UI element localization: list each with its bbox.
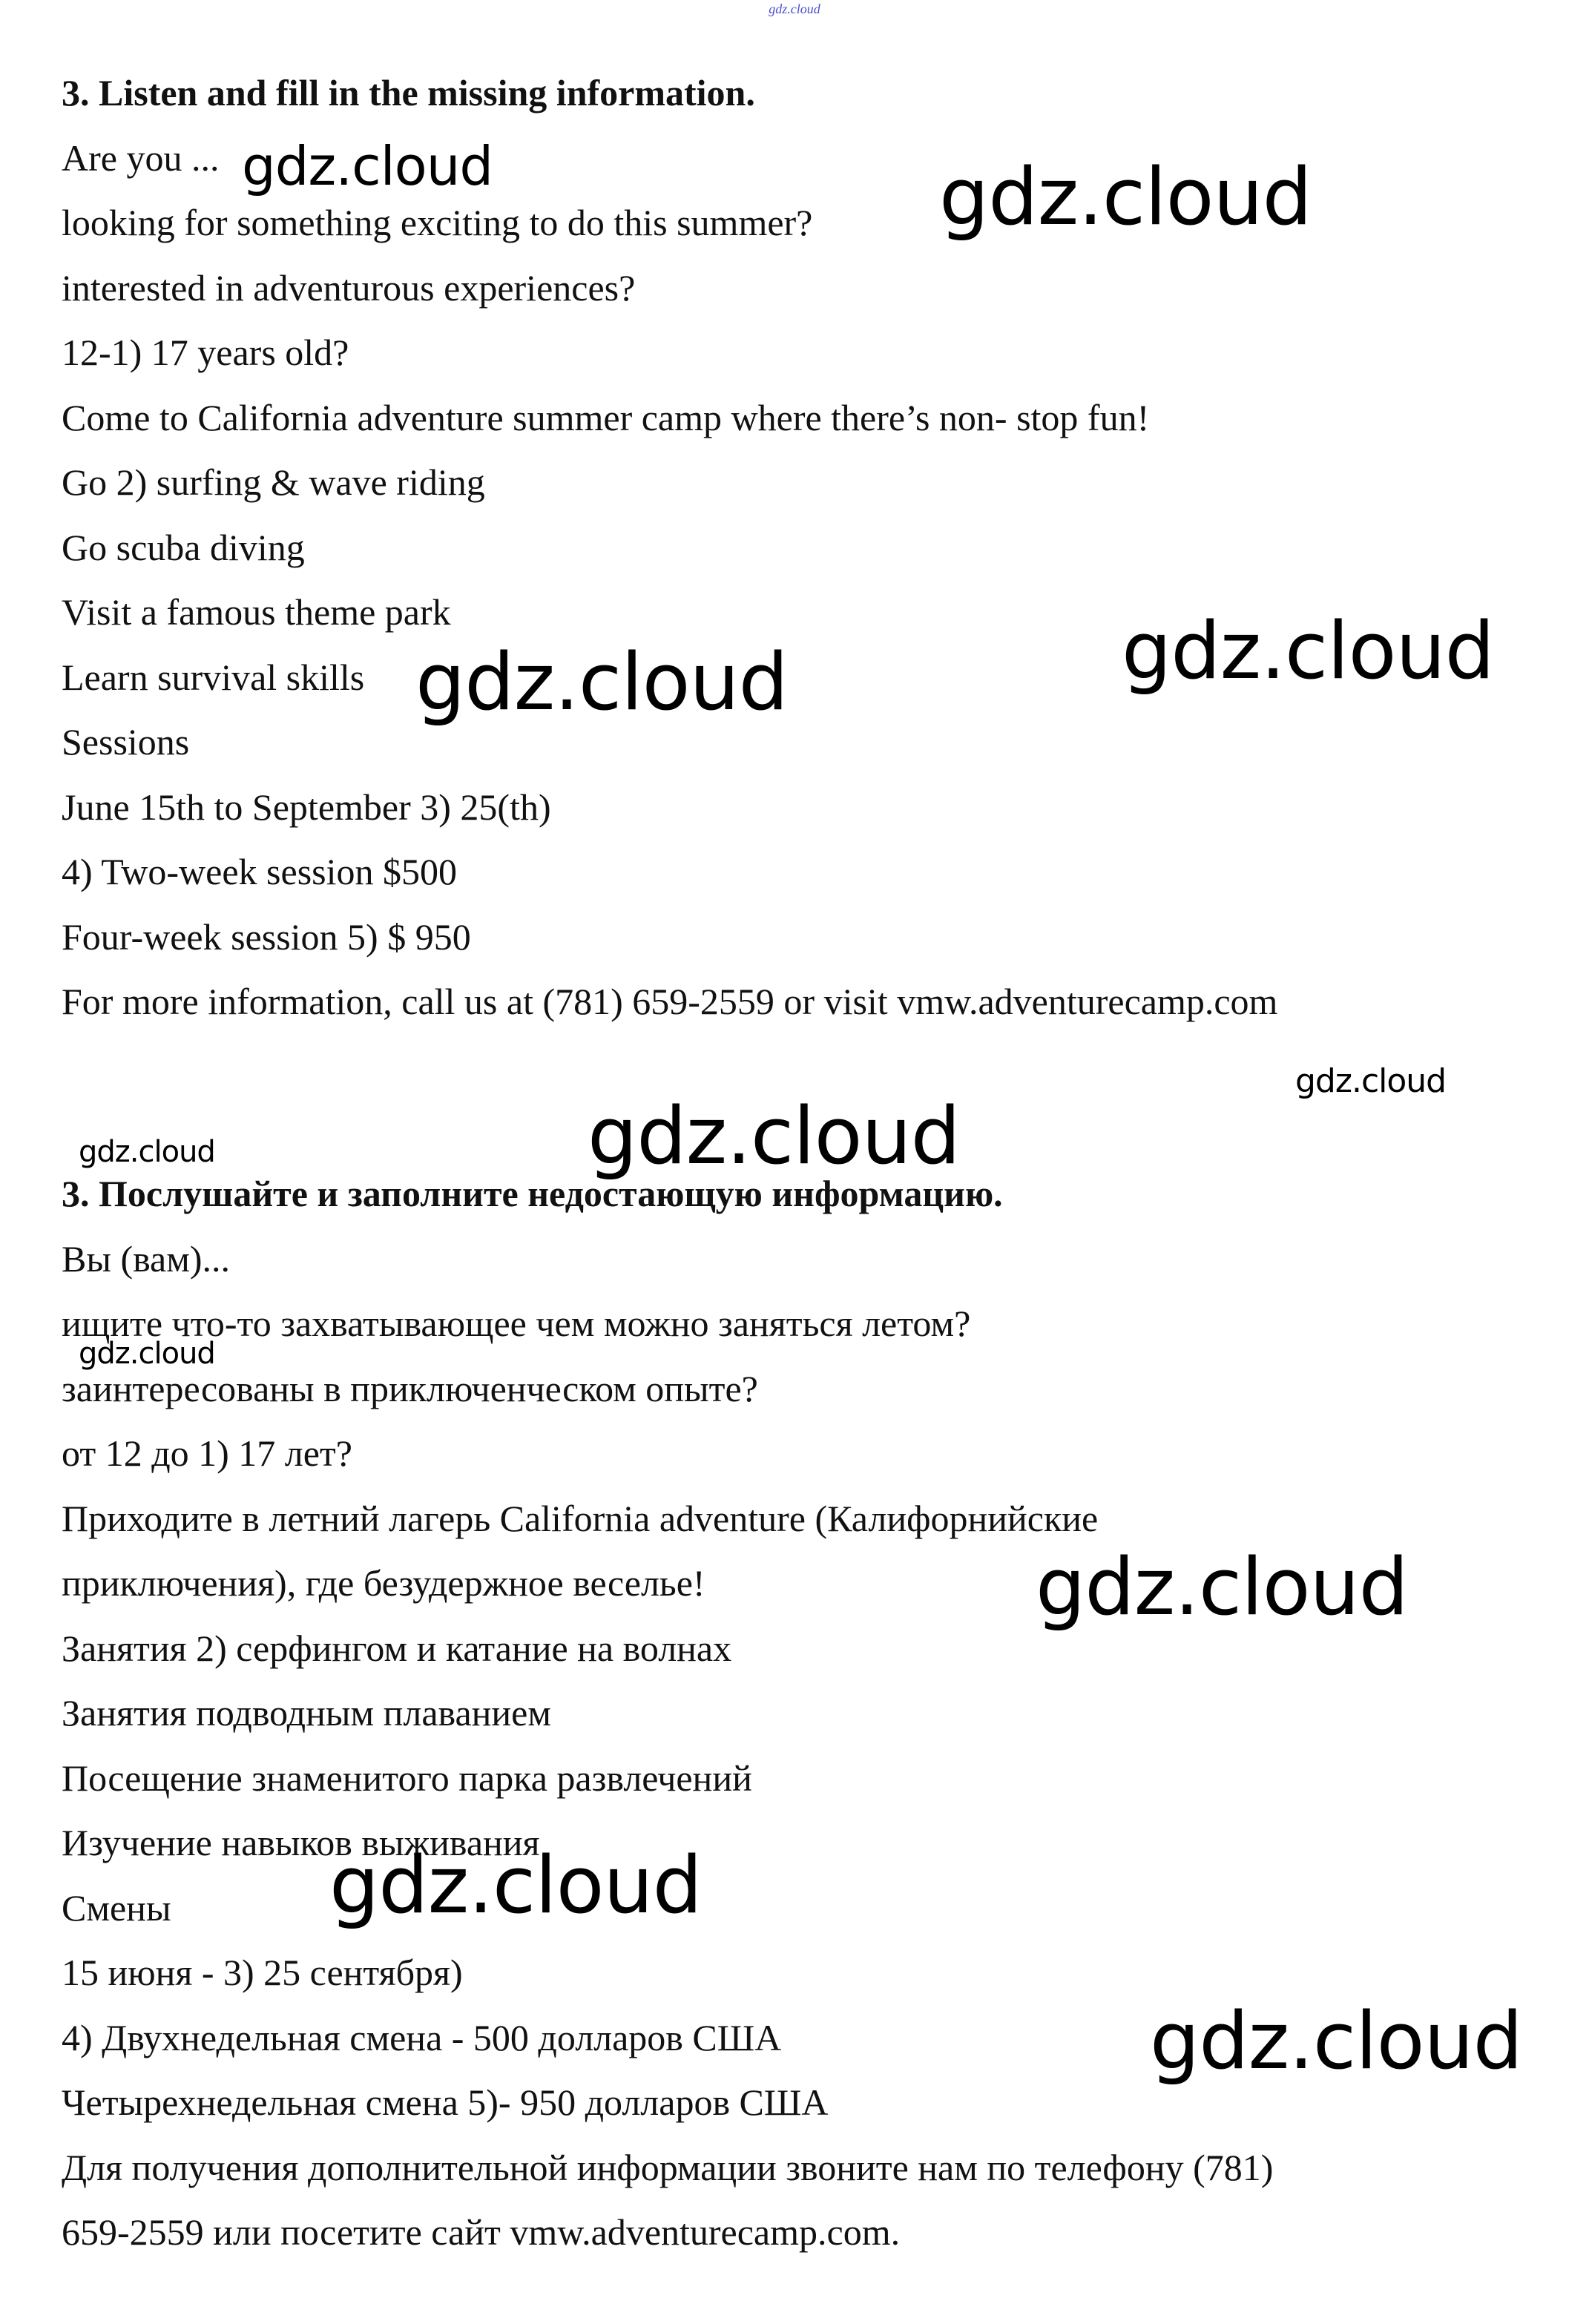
watermark: gdz.cloud xyxy=(79,1337,215,1371)
watermark: gdz.cloud xyxy=(1295,1062,1447,1100)
watermark: gdz.cloud xyxy=(939,151,1312,243)
russian-line: Изучение навыков выживания xyxy=(62,1822,540,1863)
english-line: Learn survival skills xyxy=(62,656,365,698)
russian-line: заинтересованы в приключенческом опыте? xyxy=(62,1367,758,1409)
english-line: Sessions xyxy=(62,721,190,763)
watermark: gdz.cloud xyxy=(329,1840,702,1931)
russian-section xyxy=(62,1162,1545,2265)
russian-line: 15 июня - 3) 25 сентября) xyxy=(62,1952,463,1993)
english-line: Go 2) surfing & wave riding xyxy=(62,461,485,503)
russian-line: Приходите в летний лагерь California adventure (Калифорнийские xyxy=(62,1497,1099,1539)
english-line: Four-week session 5) $ 950 xyxy=(62,915,471,958)
english-line: interested in adventurous experiences? xyxy=(62,266,636,309)
russian-line: Для получения дополнительной информации звоните нам по телефону (781) xyxy=(62,2146,1274,2188)
watermark: gdz.cloud xyxy=(1150,1995,1522,2087)
header-watermark: gdz.cloud xyxy=(769,1,820,16)
english-line: June 15th to September 3) 25(th) xyxy=(62,786,551,828)
russian-line: Вы (вам)... xyxy=(62,1237,231,1280)
russian-line: Занятия 2) серфингом и катание на волнах xyxy=(62,1627,732,1669)
russian-line: 4) Двухнедельная смена - 500 долларов США xyxy=(62,2016,782,2058)
english-line: Visit a famous theme park xyxy=(62,591,451,633)
english-heading: 3. Listen and fill in the missing information. xyxy=(62,72,755,113)
russian-line: Занятия подводным плаванием xyxy=(62,1692,552,1734)
english-line: Come to California adventure summer camp where there’s non- stop fun! xyxy=(62,396,1150,438)
english-section xyxy=(62,61,1545,1035)
russian-line: 659-2559 или посетите сайт vmw.adventurecamp.com. xyxy=(62,2211,901,2253)
watermark: gdz.cloud xyxy=(242,135,493,197)
russian-line: Посещение знаменитого парка развлечений xyxy=(62,1757,752,1799)
russian-line: ищите что-то захватывающее чем можно заняться летом? xyxy=(62,1303,971,1344)
watermark: gdz.cloud xyxy=(1036,1541,1408,1633)
russian-line: Четырехнедельная смена 5)- 950 долларов США xyxy=(62,2081,829,2123)
russian-line: приключения), где безудержное веселье! xyxy=(62,1562,705,1604)
watermark: gdz.cloud xyxy=(415,636,788,728)
russian-line: Смены xyxy=(62,1886,171,1929)
watermark: gdz.cloud xyxy=(79,1135,215,1169)
watermark: gdz.cloud xyxy=(1122,605,1494,697)
english-line: Are you ... xyxy=(62,136,220,179)
english-line: Go scuba diving xyxy=(62,526,305,568)
watermark: gdz.cloud xyxy=(588,1090,960,1182)
english-line: For more information, call us at (781) 659-2559 or visit vmw.adventurecamp.com xyxy=(62,981,1278,1022)
english-line: looking for something exciting to do this summer? xyxy=(62,202,813,243)
russian-line: от 12 до 1) 17 лет? xyxy=(62,1432,352,1474)
english-line: 4) Two-week session $500 xyxy=(62,851,458,892)
english-line: 12-1) 17 years old? xyxy=(62,332,349,373)
russian-heading: 3. Послушайте и заполните недостающую информацию. xyxy=(62,1173,1003,1214)
